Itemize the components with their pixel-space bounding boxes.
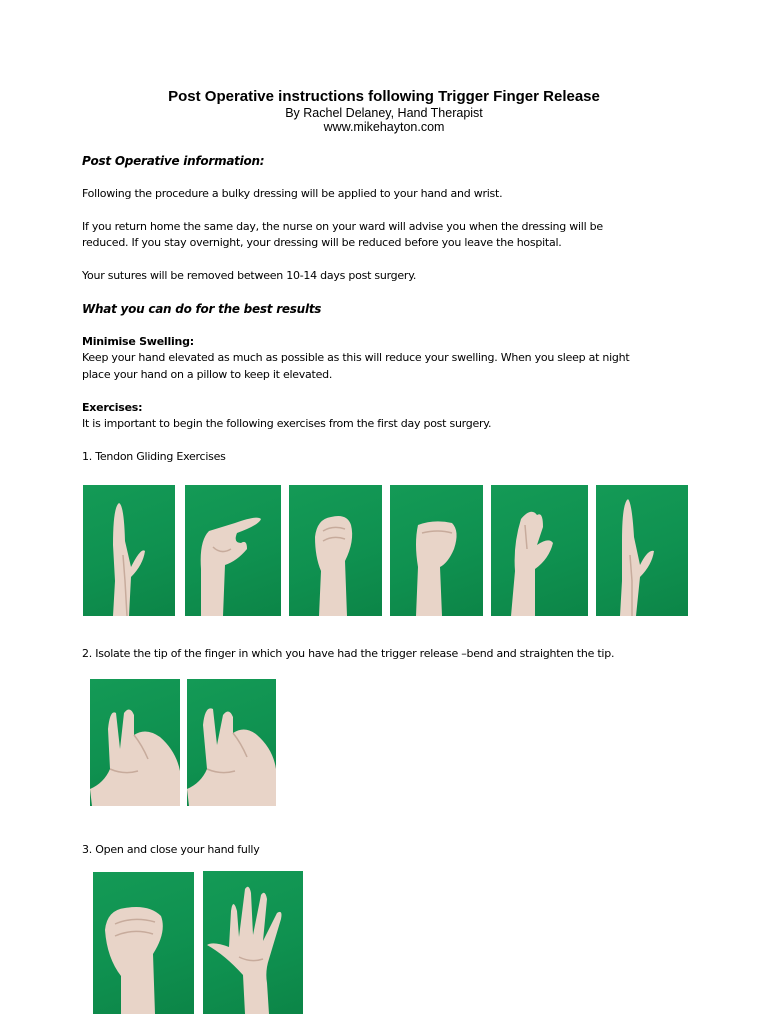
exercise-2-text: Isolate the tip of the finger in which you have had the trigger release –bend and straighten the tip. [95,647,615,660]
document-title: Post Operative instructions following Trigger Finger Release [168,88,600,105]
swelling-line-1: Keep your hand elevated as much as possible as this will reduce your swelling. When you sleep at night [82,351,630,364]
website-link[interactable]: www.mikehayton.com [323,120,445,134]
hand-photo-closed-fist [93,872,194,1014]
document-header [0,88,768,134]
exercises-heading: Exercises: [82,401,143,414]
exercise-2-label [82,646,692,663]
swelling-line-2: place your hand on a pillow to keep it elevated. [82,368,333,381]
sutures-paragraph: Your sutures will be removed between 10-14 days post surgery. [82,269,417,282]
exercise-2-number: 2. [82,647,92,660]
finger-tip-photo-straight [90,679,180,806]
author-byline: By Rachel Delaney, Hand Therapist [285,106,483,120]
best-results-heading: What you can do for the best results [82,302,322,316]
swelling-heading: Minimise Swelling: [82,335,194,348]
tendon-glide-photo-straight-hand-2 [596,485,688,616]
home-paragraph-line-1: If you return home the same day, the nurse on your ward will advise you when the dressing will be [82,220,603,233]
hand-photo-open-hand [203,871,303,1014]
dressing-paragraph: Following the procedure a bulky dressing will be applied to your hand and wrist. [82,187,503,200]
home-paragraph-line-2: reduced. If you stay overnight, your dressing will be reduced before you leave the hospital. [82,236,562,249]
exercises-intro: It is important to begin the following exercises from the first day post surgery. [82,417,492,430]
tendon-glide-photo-full-fist [289,485,382,616]
tendon-glide-photo-hook-fist [185,485,281,616]
tendon-glide-photo-straight-fist [390,485,483,616]
finger-tip-photo-bent [187,679,276,806]
post-op-heading: Post Operative information: [82,154,265,168]
exercise-3-label: 3. Open and close your hand fully [82,843,260,856]
tendon-glide-photo-straight-hand [83,485,175,616]
exercise-1-label: 1. Tendon Gliding Exercises [82,450,226,463]
tendon-glide-photo-tabletop [491,485,588,616]
